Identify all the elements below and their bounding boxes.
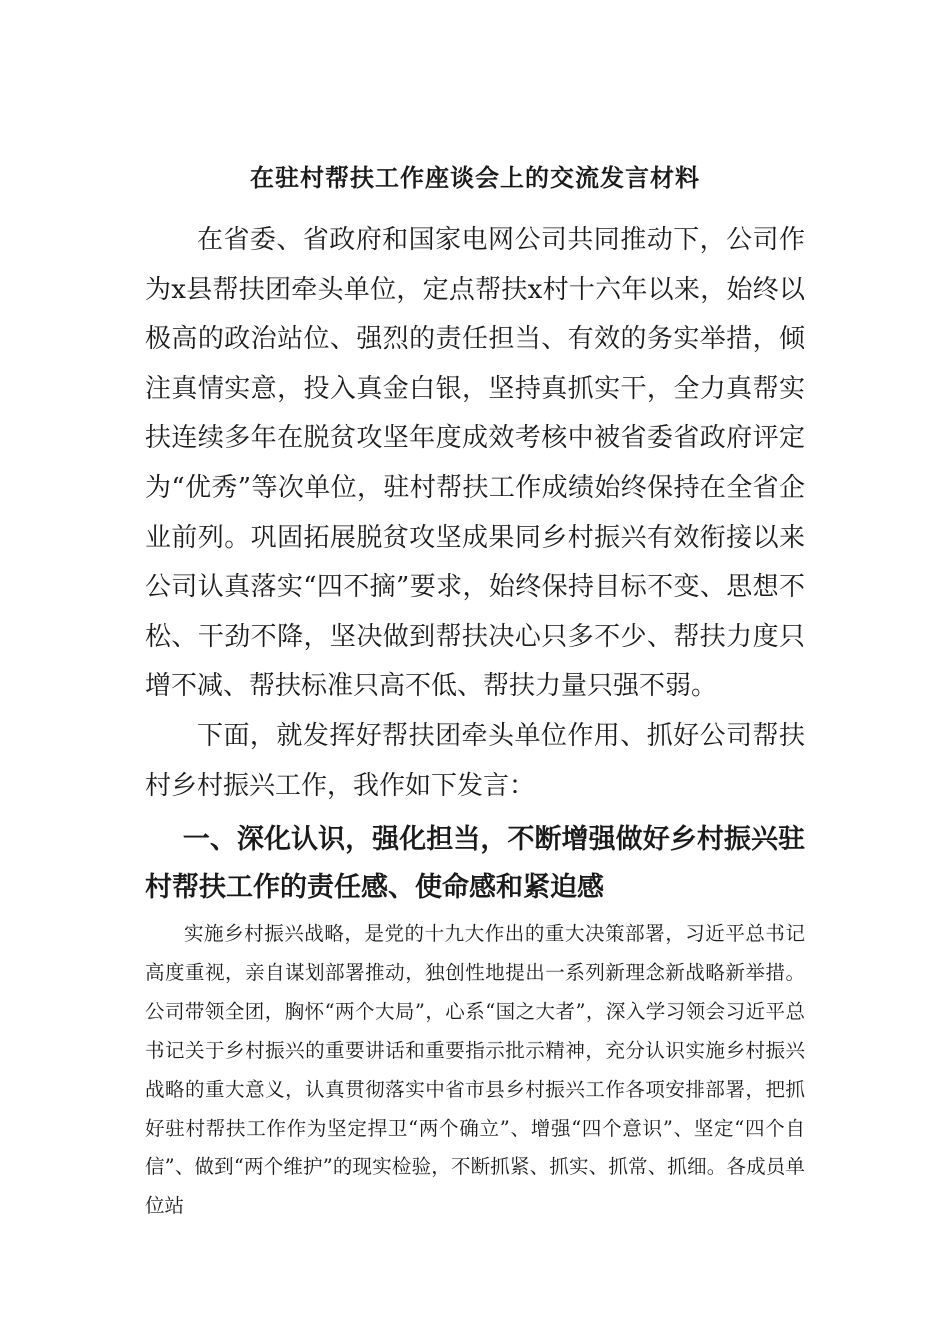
body-paragraph-2: 下面，就发挥好帮扶团牵头单位作用、抓好公司帮扶村乡村振兴工作，我作如下发言： [145, 721, 805, 801]
section-heading-1: 一、深化认识，强化担当，不断增强做好乡村振兴驻村帮扶工作的责任感、使命感和紧迫感 [145, 824, 805, 903]
document-title: 在驻村帮扶工作座谈会上的交流发言材料 [250, 163, 700, 192]
section-paragraph-1: 实施乡村振兴战略，是党的十九大作出的重大决策部署，习近平总书记高度重视，亲自谋划部署推动，独创性地提出一系列新理念新战略新举措。公司带领全团，胸怀“两个大局”，心系“国之大者”，深入学习领会习近平总书记关于乡村振兴的重要讲话和重要指示批示精神，充分认识实施乡村振兴战略的重大意义，认真贯彻落实中省市县乡村振兴工作各项安排部署，把抓好驻村帮扶工作作为坚定捍卫“两个确立”、增强“四个意识”、坚定“四个自信”、做到“两个维护”的现实检验，不断抓紧、抓实、抓常、抓细。各成员单位站 [145, 922, 805, 1218]
body-paragraph-1: 在省委、省政府和国家电网公司共同推动下，公司作为x县帮扶团牵头单位，定点帮扶x村十六年以来，始终以极高的政治站位、强烈的责任担当、有效的务实举措，倾注真情实意，投入真金白银，坚持真抓实干，全力真帮实扶连续多年在脱贫攻坚年度成效考核中被省委省政府评定为“优秀”等次单位，驻村帮扶工作成绩始终保持在全省企业前列。巩固拓展脱贫攻坚成果同乡村振兴有效衔接以来公司认真落实“四不摘”要求，始终保持目标不变、思想不松、干劲不降，坚决做到帮扶决心只多不少、帮扶力度只增不减、帮扶标准只高不低、帮扶力量只强不弱。 [145, 225, 805, 702]
